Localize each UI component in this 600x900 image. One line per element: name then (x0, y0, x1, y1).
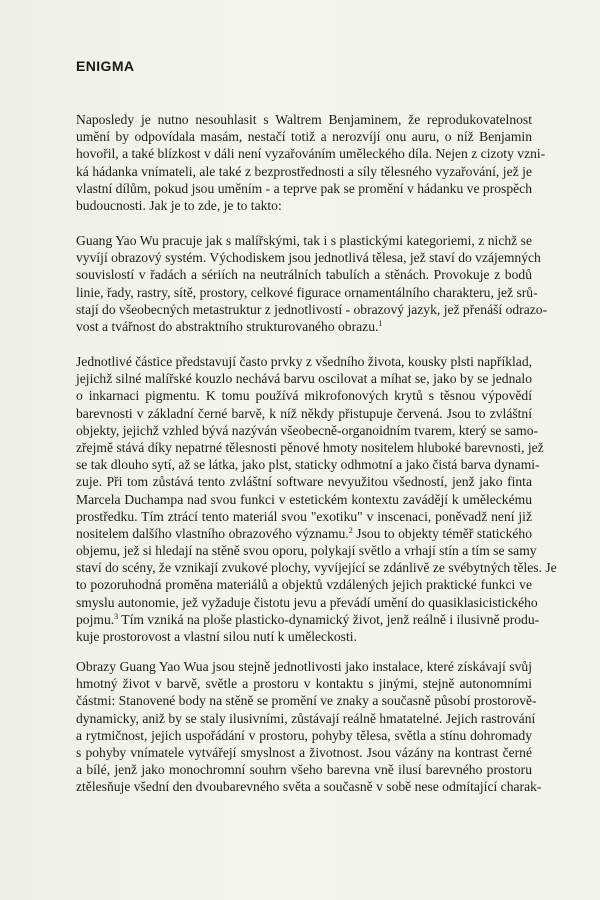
text-line: to pozoruhodná proměna materiálů a objektů vzdálených jejich praktické funkci ve (76, 577, 532, 593)
text-line: Jednotlivé částice představují často prvky z všedního života, kousky plsti například, (76, 354, 533, 369)
text-line: Obrazy Guang Yao Wua jsou stejně jednotlivosti jako instalace, které získávají svůj (76, 659, 532, 674)
text-line: budoucnosti. Jak je to zde, je to takto: (76, 197, 282, 213)
text-line (76, 611, 540, 628)
text-line: objemu, jež si hledají na stěně svou oporu, polykají světlo a vrhají stín a tím se samy (76, 543, 537, 559)
text-line: linie, řady, rastry, sítě, prostory, celkové figurace ornamentálního charakteru, jež srů- (76, 284, 538, 300)
text-line (76, 525, 532, 542)
text-line: ztělesňuje všední den dvoubarevného světa a současně v sobě nese odmítající charak- (76, 779, 542, 795)
footnote-mark: 1 (378, 318, 383, 328)
text-line: hmotný život v barvě, světle a prostoru v kontaktu s jinými, stejně autonomními (76, 676, 532, 692)
text-fragment: Tím vzniká na ploše plasticko-dynamický život, jenž reálně i ilusivně produ- (118, 611, 540, 627)
text-line: ká hádanka vnímateli, ale také z bezprostřednosti a síly tělesného vyzařování, jež je (76, 163, 532, 179)
text-line: částmi: Stanovené body na stěně se promění ve znaky a současně působí prostorově- (76, 693, 537, 709)
text-line: a rytmičnost, jejich uspořádání v prostoru, pohyby tělesa, světla a stínu dohromady (76, 727, 532, 743)
paragraph-2 (76, 232, 548, 335)
text-line: prostředku. Tím ztrácí tento materiál svou "exotiku" v inscenaci, poněvadž není již (76, 508, 532, 524)
text-line: zřejmě stává díky nepatrné tělesnosti pěnové hmoty nositelem hluboké barevnosti, jež (76, 439, 544, 455)
text-line: umění by odpovídala masám, nestačí totiž a nerozvíjí onu auru, o níž Benjamin (76, 129, 532, 145)
text-line: stají do všeobecných metastruktur z jednotlivostí - obrazový jazyk, jež přenáší odrazo- (76, 301, 548, 317)
text-line: se tak dlouho sytí, až se látka, jako plst, staticky odhmotní a jako čistá barva dynami- (76, 457, 540, 473)
text-line (76, 318, 532, 335)
paragraph-1 (76, 111, 546, 214)
footnote-mark: 2 (348, 525, 353, 535)
text-fragment: vost a tvářnost do abstraktního strukturovaného obrazu. (76, 318, 379, 334)
text-line: barevnosti v základní černé barvě, k níž někdy přistupuje červená. Jsou to zvláštní (76, 405, 532, 421)
text-line: Naposledy je nutno nesouhlasit s Waltrem Benjaminem, že reprodukovatelnost (76, 112, 532, 127)
text-line: Marcela Duchampa nad svou funkci v estetickém kontextu zavádějí k uměleckému (76, 491, 532, 507)
text-line: s pohyby vnímatele vytvářejí smyslnost a životnost. Jsou vázány na kontrast černé (76, 744, 532, 760)
text-line: vlastní dílům, pokud jsou uměním - a teprve pak se promění v hádanku ve prospěch (76, 180, 532, 196)
text-line: objekty, jejichž vzhled bývá nazýván všeobecně-organoidním tvarem, který se samo- (76, 422, 539, 438)
text-line: souvislostí v řadách a sériích na neutrálních tabulích a stěnách. Provokuje z bodů (76, 267, 532, 283)
text-fragment: nositelem dalšího vlastního obrazového významu. (76, 525, 349, 541)
paragraph-4 (76, 658, 542, 796)
text-line: o inkarnaci pigmentu. K tomu používá mikrofonových krytů s těsnou výpovědí (76, 388, 532, 404)
text-fragment: Jsou to objekty téměř statického (352, 525, 532, 541)
text-line: kuje prostorovost a vlastní silou nutí k uměleckosti. (76, 629, 357, 644)
page-title: ENIGMA (76, 58, 135, 74)
text-line: smyslu autonomie, jež vyžaduje čistotu jevu a převádí umění do quasiklasicistického (76, 594, 538, 610)
text-fragment: pojmu. (76, 611, 115, 627)
text-line: zuje. Při tom zůstává tento zvláštní software nevyužitou všedností, jenž jako finta (76, 474, 532, 490)
text-line: jejichž silné malířské kouzlo nechává barvu oscilovat a míhat se, jako by se jednalo (76, 371, 532, 387)
text-line: a bílé, jenž jako monochromní souhrn všeho barevna vně ilusí barevného prostoru (76, 762, 532, 778)
text-line: staví do scény, že vznikají zvukové plochy, vyvíjející se zdánlivě ze svébytných těles. Je (76, 560, 557, 576)
text-line: dynamicky, aniž by se staly ilusivními, zůstávají reálně hmatatelné. Jejich rastrování (76, 710, 536, 726)
footnote-mark: 3 (114, 611, 119, 621)
text-line: Guang Yao Wu pracuje jak s malířskými, tak i s plastickými kategoriemi, z nichž se (76, 233, 532, 248)
paragraph-3 (76, 353, 557, 645)
text-line: vyvíjí obrazový systém. Východiskem jsou jednotlivá tělesa, jež staví do vzájemných (76, 250, 541, 266)
text-line: hovořil, a také blízkost v dáli není vyzařováním uměleckého díla. Nejen z cizoty vzni- (76, 146, 546, 162)
